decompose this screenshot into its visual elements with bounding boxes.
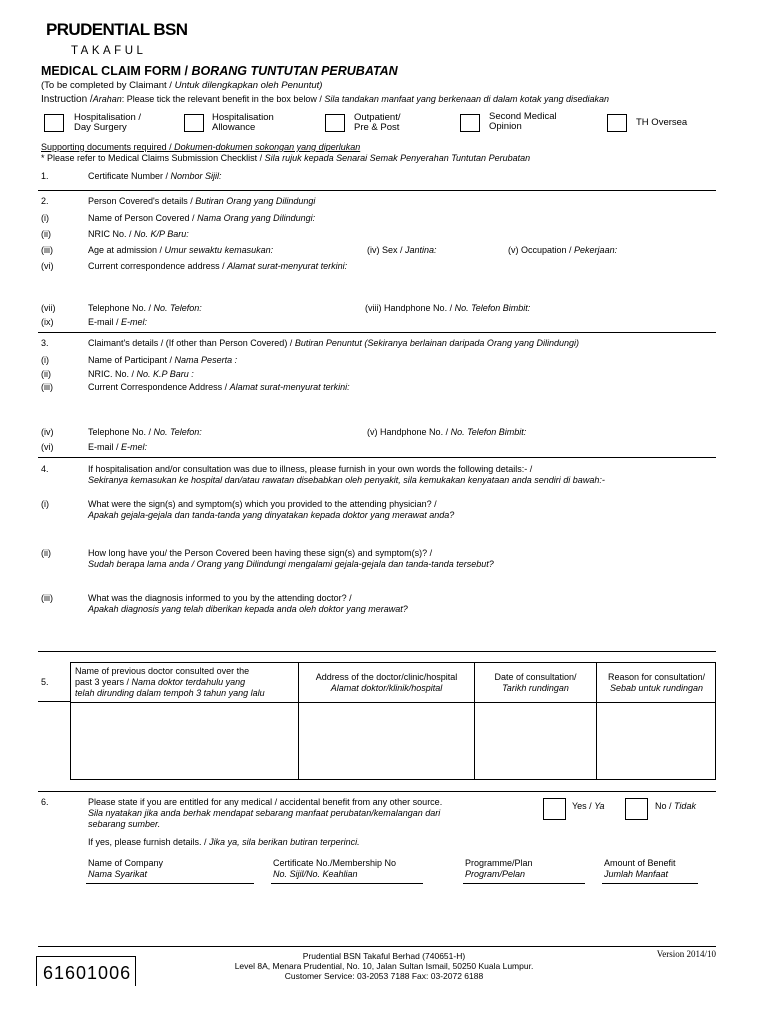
s3-iv-number: (iv) — [41, 427, 54, 437]
cell-previous-doctor[interactable] — [71, 703, 298, 779]
cell-date[interactable] — [475, 703, 596, 779]
section-6-number: 6. — [41, 797, 49, 807]
s2-vii-number: (vii) — [41, 303, 56, 313]
company-name-header: Name of Company Nama Syarikat — [88, 858, 164, 879]
checkbox-second-medical-opinion[interactable] — [460, 114, 480, 132]
section-4-heading-ms: Sekiranya kemasukan ke hospital dan/atau rawatan disebabkan oleh penyakit, sila kemukakan kenyataan anda sendiri di bawah:- — [88, 475, 605, 485]
label-no: No / Tidak — [655, 801, 696, 811]
checkbox-hospitalisation-day-surgery[interactable] — [44, 114, 64, 132]
diagnosis-question: What was the diagnosis informed to you by the attending doctor? / — [88, 593, 352, 603]
s2-i-number: (i) — [41, 213, 49, 223]
symptoms-question-ms: Apakah gejala-gejala dan tanda-tanda yang dinyatakan kepada doktor yang merawat anda? — [88, 510, 455, 520]
checkbox-th-oversea[interactable] — [607, 114, 627, 132]
checkbox-yes[interactable] — [543, 798, 566, 820]
person-covered-handphone-field[interactable]: (viii) Handphone No. / No. Telefon Bimbit: — [365, 303, 531, 313]
if-yes-instruction: If yes, please furnish details. / Jika ya, sila berikan butiran terperinci. — [88, 837, 360, 847]
programme-plan-header: Programme/Plan Program/Pelan — [465, 858, 533, 879]
other-benefit-question-ms: Sila nyatakan jika anda berhak mendapat sebarang manfaat perubatan/kemalangan dari — [88, 808, 441, 818]
section-3-number: 3. — [41, 338, 49, 348]
person-covered-address-field[interactable]: Current correspondence address / Alamat surat-menyurat terkini: — [88, 261, 348, 271]
instruction-text: : Please tick the relevant benefit in the box below / — [121, 94, 325, 104]
section-5-number: 5. — [41, 677, 49, 687]
person-covered-email-field[interactable]: E-mail / E-mel: — [88, 317, 148, 327]
instruction-text-ms: Sila tandakan manfaat yang berkenaan di dalam kotak yang disediakan — [324, 94, 610, 104]
section-4-heading: If hospitalisation and/or consultation was due to illness, please furnish in your own words the following details:- / — [88, 464, 533, 474]
amount-of-benefit-line[interactable] — [602, 883, 698, 884]
form-title-ms: BORANG TUNTUTAN PERUBATAN — [191, 64, 398, 78]
previous-doctor-table — [70, 662, 716, 780]
footer-divider — [38, 946, 716, 947]
symptom-duration-question: How long have you/ the Person Covered been having these sign(s) and symptom(s)? / — [88, 548, 433, 558]
form-subtitle-en: (To be completed by Claimant / — [41, 80, 175, 91]
participant-name-field[interactable]: Name of Participant / Nama Peserta : — [88, 355, 238, 365]
company-logo: PRUDENTIAL BSN — [46, 20, 188, 39]
person-covered-nric-field[interactable]: NRIC No. / No. K/P Baru: — [88, 229, 189, 239]
participant-nric-field[interactable]: NRIC. No. / No. K.P Baru : — [88, 369, 194, 379]
supporting-docs-en: Supporting documents required / — [41, 142, 175, 152]
divider-2 — [38, 332, 716, 333]
s4-i-number: (i) — [41, 499, 49, 509]
divider-3 — [38, 457, 716, 458]
instruction — [41, 94, 609, 105]
col-previous-doctor-header: Name of previous doctor consulted over the past 3 years / Nama doktor terdahulu yang telah dirunding dalam tempoh 3 tahun yang lalu — [75, 666, 265, 698]
programme-plan-line[interactable] — [463, 883, 585, 884]
s3-iii-number: (iii) — [41, 382, 53, 392]
checkbox-no[interactable] — [625, 798, 648, 820]
participant-address-field[interactable]: Current Correspondence Address / Alamat surat-menyurat terkini: — [88, 382, 350, 392]
amount-of-benefit-header: Amount of Benefit Jumlah Manfaat — [604, 858, 676, 879]
supporting-docs — [41, 142, 360, 152]
certificate-no-header: Certificate No./Membership No No. Sijil/No. Keahlian — [273, 858, 397, 879]
other-benefit-question-ms-2: sebarang sumber. — [88, 819, 161, 829]
s2-iii-number: (iii) — [41, 245, 53, 255]
col-address-header: Address of the doctor/clinic/hospital Alamat doktor/klinik/hospital — [315, 672, 458, 693]
s3-ii-number: (ii) — [41, 369, 51, 379]
company-logo-sub: TAKAFUL — [71, 45, 147, 57]
section-2-heading: Person Covered's details / Butiran Orang yang Dilindungi — [88, 196, 316, 206]
section-1-number: 1. — [41, 171, 49, 181]
s2-ix-number: (ix) — [41, 317, 54, 327]
instruction-label: Instruction / — [41, 94, 93, 105]
person-covered-name-field[interactable]: Name of Person Covered / Nama Orang yang Dilindungi: — [88, 213, 316, 223]
label-hospitalisation-day-surgery: Hospitalisation / Day Surgery — [74, 112, 142, 133]
checkbox-hospitalisation-allowance[interactable] — [184, 114, 204, 132]
sex-field[interactable]: (iv) Sex / Jantina: — [367, 245, 437, 255]
footer-company: Prudential BSN Takaful Berhad (740651-H) — [302, 951, 466, 961]
footer-address: Level 8A, Menara Prudential, No. 10, Jalan Sultan Ismail, 50250 Kuala Lumpur. — [234, 961, 534, 971]
table-row-line — [38, 701, 70, 702]
symptom-duration-question-ms: Sudah berapa lama anda / Orang yang Dilindungi mengalami gejala-gejala dan tanda-tanda tersebut? — [88, 559, 494, 569]
participant-email-field[interactable]: E-mail / E-mel: — [88, 442, 148, 452]
certificate-no-line[interactable] — [271, 883, 423, 884]
s2-ii-number: (ii) — [41, 229, 51, 239]
supporting-note — [41, 153, 530, 163]
divider-1 — [38, 190, 716, 191]
label-hospitalisation-allowance: Hospitalisation Allowance — [212, 112, 274, 133]
form-title — [41, 64, 398, 78]
s4-ii-number: (ii) — [41, 548, 51, 558]
participant-handphone-field[interactable]: (v) Handphone No. / No. Telefon Bimbit: — [367, 427, 527, 437]
col-date-header: Date of consultation/ Tarikh rundingan — [494, 672, 577, 693]
participant-telephone-field[interactable]: Telephone No. / No. Telefon: — [88, 427, 202, 437]
form-subtitle — [41, 80, 322, 91]
s3-i-number: (i) — [41, 355, 49, 365]
s2-vi-number: (vi) — [41, 261, 54, 271]
section-2-number: 2. — [41, 196, 49, 206]
form-code-box — [36, 956, 136, 986]
occupation-field[interactable]: (v) Occupation / Pekerjaan: — [508, 245, 618, 255]
supporting-note-ms: Sila rujuk kepada Senarai Semak Penyerahan Tuntutan Perubatan — [264, 153, 531, 163]
footer-customer-service: Customer Service: 03-2053 7188 Fax: 03-2072 6188 — [284, 971, 484, 981]
symptoms-question: What were the sign(s) and symptom(s) which you provided to the attending physician? / — [88, 499, 437, 509]
label-outpatient-pre-post: Outpatient/ Pre & Post — [354, 112, 401, 133]
diagnosis-question-ms: Apakah diagnosis yang telah diberikan kepada anda oleh doktor yang merawat? — [88, 604, 408, 614]
col-reason-header: Reason for consultation/ Sebab untuk rundingan — [607, 672, 706, 693]
cell-reason[interactable] — [597, 703, 716, 779]
supporting-docs-ms: Dokumen-dokumen sokongan yang diperlukan — [174, 142, 361, 152]
label-th-oversea: TH Oversea — [636, 117, 688, 128]
other-benefit-question: Please state if you are entitled for any medical / accidental benefit from any other source. — [88, 797, 443, 807]
company-name-line[interactable] — [86, 883, 254, 884]
version-label: Version 2014/10 — [656, 949, 716, 959]
cell-address[interactable] — [299, 703, 474, 779]
section-3-heading: Claimant's details / (If other than Person Covered) / Butiran Penuntut (Sekiranya berlainan daripada Orang yang Dilindungi) — [88, 338, 579, 348]
form-code: 61601006 — [43, 963, 132, 983]
section-4-number: 4. — [41, 464, 49, 474]
s4-iii-number: (iii) — [41, 593, 53, 603]
label-yes: Yes / Ya — [572, 801, 605, 811]
form-subtitle-ms: Untuk dilengkapkan oleh Penuntut) — [174, 80, 323, 91]
label-second-medical-opinion: Second Medical Opinion — [489, 111, 557, 132]
s3-vi-number: (vi) — [41, 442, 54, 452]
divider-5 — [38, 791, 716, 792]
age-at-admission-field[interactable]: Age at admission / Umur sewaktu kemasukan: — [88, 245, 274, 255]
supporting-note-en: * Please refer to Medical Claims Submission Checklist / — [41, 153, 265, 163]
certificate-number-field[interactable]: Certificate Number / Nombor Sijil: — [88, 171, 222, 181]
person-covered-telephone-field[interactable]: Telephone No. / No. Telefon: — [88, 303, 202, 313]
divider-4 — [38, 651, 716, 652]
instruction-label-ms: Arahan — [92, 94, 122, 104]
checkbox-outpatient-pre-post[interactable] — [325, 114, 345, 132]
form-title-en: MEDICAL CLAIM FORM / — [41, 64, 192, 78]
